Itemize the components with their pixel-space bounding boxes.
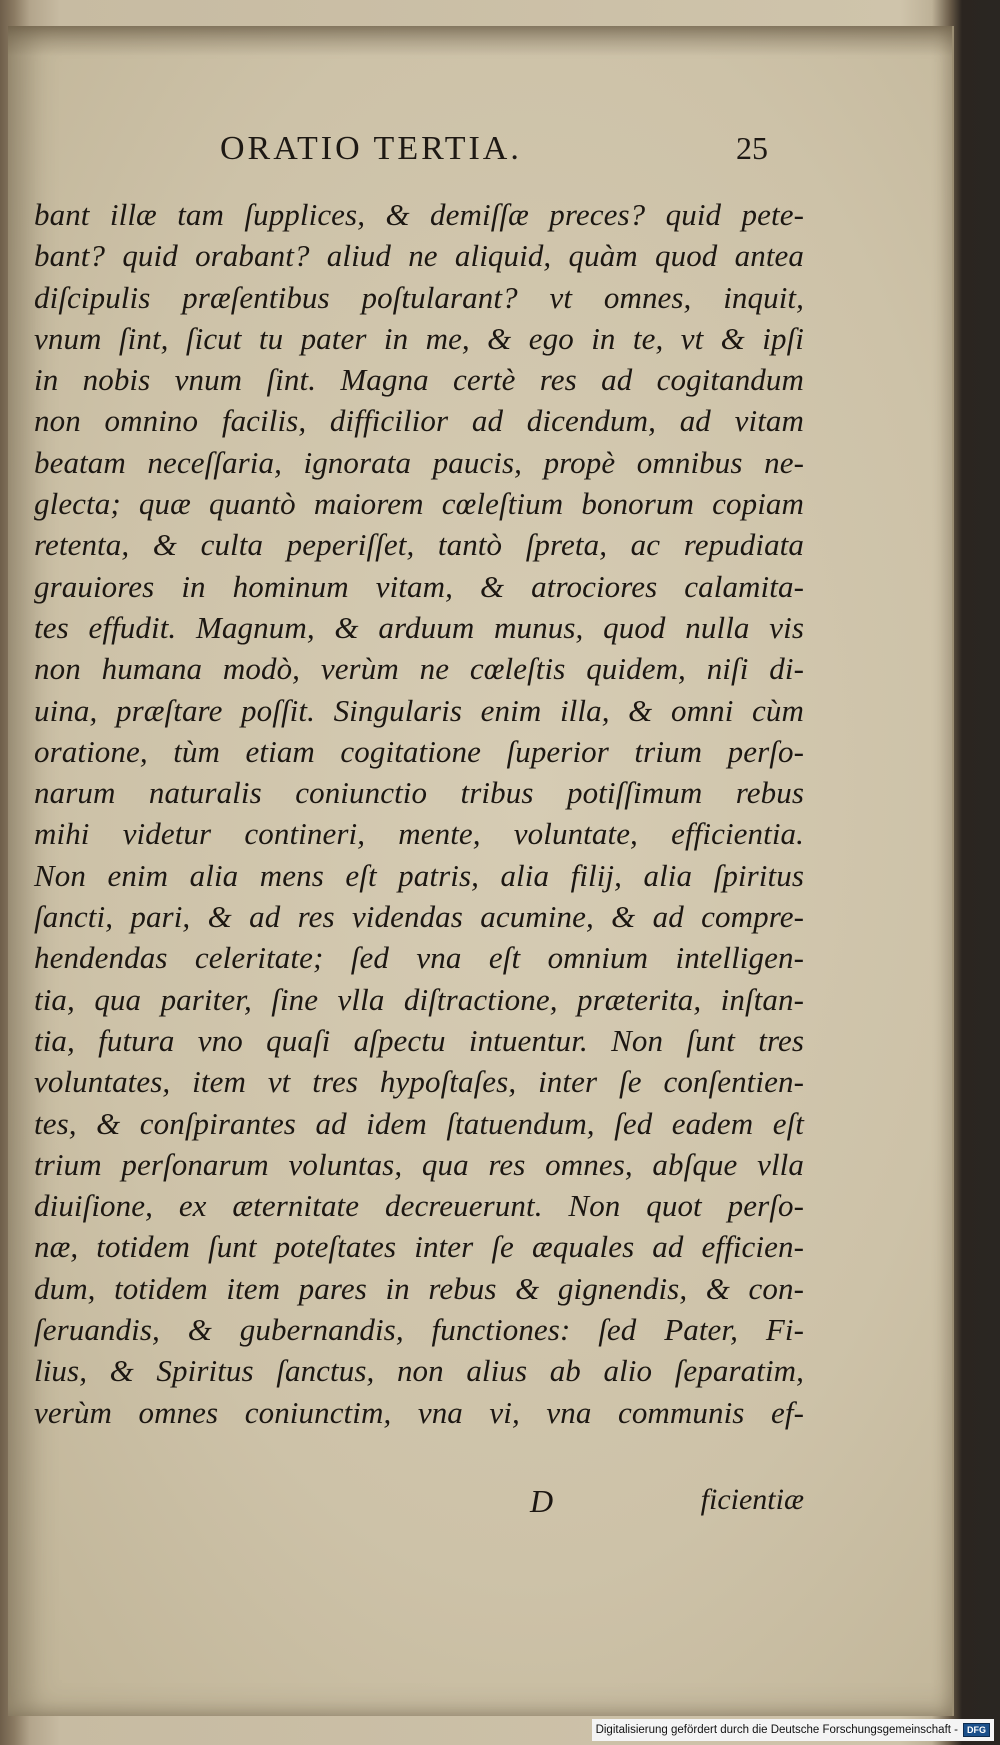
page-number: 25 xyxy=(736,130,768,166)
text-line: næ, totidem ſunt poteſtates inter ſe æquales ad efficien- xyxy=(34,1229,804,1265)
text-line: retenta, & culta peperiſſet, tantò ſpreta, ac repudiata xyxy=(34,527,804,563)
text-line: diſcipulis præſentibus poſtularant? vt omnes, inquit, xyxy=(34,279,804,315)
text-line: trium perſonarum voluntas, qua res omnes, abſque vlla xyxy=(34,1146,804,1182)
text-line: hendendas celeritate; ſed vna eſt omnium intelligen- xyxy=(34,940,804,976)
text-line: beatam neceſſaria, ignorata paucis, propè omnibus ne- xyxy=(34,444,804,480)
text-line: tes, & conſpirantes ad idem ſtatuendum, ſed eadem eſt xyxy=(34,1105,804,1141)
digitization-credit xyxy=(592,1719,994,1741)
text-line: narum naturalis coniunctio tribus potiſſimum rebus xyxy=(34,775,804,811)
text-line: voluntates, item vt tres hypoſtaſes, inter ſe conſentien- xyxy=(34,1064,804,1100)
catchword: ficientiæ xyxy=(700,1483,804,1516)
text-line: verùm omnes coniunctim, vna vi, vna communis ef- xyxy=(34,1394,804,1430)
text-line: dum, totidem item pares in rebus & gignendis, & con- xyxy=(34,1270,804,1306)
text-line: diuiſione, ex æternitate decreuerunt. Non quot perſo- xyxy=(34,1188,804,1224)
credit-text: Digitalisierung gefördert durch die Deutsche Forschungsgemeinschaft - xyxy=(595,1724,958,1736)
text-line: non humana modò, verùm ne cœleſtis quidem, niſi di- xyxy=(34,651,804,687)
text-line: lius, & Spiritus ſanctus, non alius ab alio ſeparatim, xyxy=(34,1353,804,1389)
book-page xyxy=(8,26,954,1716)
text-line: ſeruandis, & gubernandis, functiones: ſed Pater, Fi- xyxy=(34,1312,804,1348)
text-line: glecta; quæ quantò maiorem cœleſtium bonorum copiam xyxy=(34,486,804,522)
text-line: bant? quid orabant? aliud ne aliquid, quàm quod antea xyxy=(34,238,804,274)
page-footer xyxy=(34,1483,804,1527)
text-line: uina, præſtare poſſit. Singularis enim illa, & omni cùm xyxy=(34,692,804,728)
dfg-logo: DFG xyxy=(963,1723,990,1737)
running-head-title: ORATIO TERTIA. xyxy=(220,130,522,167)
running-head xyxy=(208,130,768,174)
text-line: non omnino facilis, difficilior ad dicendum, ad vitam xyxy=(34,403,804,439)
text-line: mihi videtur contineri, mente, voluntate, efficientia. xyxy=(34,816,804,852)
text-line: oratione, tùm etiam cogitatione ſuperior trium perſo- xyxy=(34,733,804,769)
text-line: tia, qua pariter, ſine vlla diſtractione, præterita, inſtan- xyxy=(34,981,804,1017)
body-text xyxy=(34,194,804,1433)
text-line: vnum ſint, ſicut tu pater in me, & ego in te, vt & ipſi xyxy=(34,320,804,356)
page-shadow xyxy=(8,26,952,56)
text-line: Non enim alia mens eſt patris, alia filij, alia ſpiritus xyxy=(34,857,804,893)
text-line: ſancti, pari, & ad res videndas acumine, & ad compre- xyxy=(34,899,804,935)
text-line: grauiores in hominum vitam, & atrociores calamita- xyxy=(34,568,804,604)
text-line: tia, futura vno quaſi aſpectu intuentur. Non ſunt tres xyxy=(34,1022,804,1058)
text-line: tes effudit. Magnum, & arduum munus, quod nulla vis xyxy=(34,609,804,645)
signature-mark: D xyxy=(530,1483,554,1519)
text-line: bant illæ tam ſupplices, & demiſſæ preces? quid pete- xyxy=(34,197,804,232)
text-line: in nobis vnum ſint. Magna certè res ad cogitandum xyxy=(34,362,804,398)
